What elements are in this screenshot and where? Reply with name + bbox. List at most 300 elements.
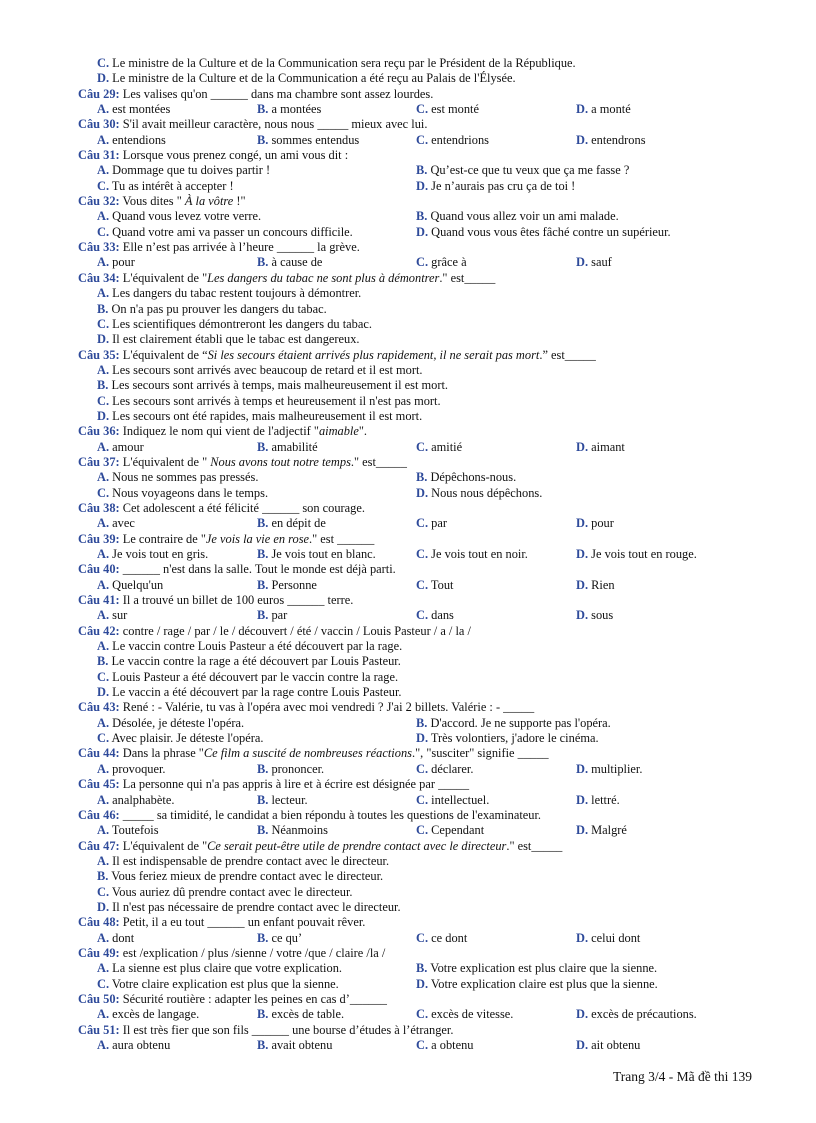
option-letter: B.	[257, 577, 269, 592]
question-number: Câu 42:	[78, 623, 120, 638]
option-text: intellectuel.	[431, 792, 490, 807]
option-row	[78, 163, 738, 178]
answer-option[interactable]	[97, 102, 170, 117]
option-letter: A.	[97, 547, 110, 561]
option-text: aura obtenu	[112, 1038, 171, 1052]
question-number: Câu 41:	[78, 593, 120, 608]
option-letter: D.	[576, 1038, 589, 1052]
option-text: excès de vitesse.	[431, 1007, 514, 1022]
question-line	[78, 501, 738, 516]
option-letter: D.	[576, 132, 589, 147]
option-text: Néanmoins	[271, 823, 328, 838]
option-letter: D.	[576, 761, 589, 776]
option-letter: B.	[257, 1007, 269, 1022]
option-letter: A.	[97, 823, 110, 838]
answer-option[interactable]	[78, 363, 738, 378]
answer-option[interactable]	[416, 255, 467, 270]
answer-option[interactable]	[416, 163, 629, 178]
answer-option[interactable]	[97, 255, 135, 270]
answer-option[interactable]	[416, 486, 542, 501]
question-line	[78, 777, 738, 792]
option-row	[78, 608, 738, 623]
option-letter: B.	[257, 439, 269, 454]
option-text: avait obtenu	[271, 1038, 333, 1052]
answer-option[interactable]	[97, 762, 166, 777]
option-text: Les secours sont arrivés avec beaucoup de retard et il est mort.	[112, 362, 423, 377]
option-row	[78, 102, 738, 117]
option-row	[78, 731, 738, 746]
question-line	[78, 808, 738, 823]
option-text: entendions	[112, 132, 166, 147]
answer-option[interactable]	[416, 225, 671, 240]
option-letter: D.	[576, 1007, 589, 1022]
option-letter: C.	[416, 516, 429, 531]
answer-option[interactable]	[416, 716, 611, 731]
option-letter: D.	[576, 608, 589, 623]
option-letter: A.	[97, 930, 110, 945]
option-letter: A.	[97, 1007, 110, 1022]
option-letter: A.	[97, 792, 110, 807]
option-text: est monté	[431, 102, 479, 117]
answer-option[interactable]	[97, 179, 234, 194]
option-row	[78, 486, 738, 501]
option-text: Avec plaisir. Je déteste l'opéra.	[111, 731, 264, 746]
option-text: Je vois tout en noir.	[431, 547, 528, 561]
question-line	[78, 915, 738, 930]
option-text: entendrions	[431, 132, 489, 147]
answer-option[interactable]	[257, 931, 302, 946]
option-letter: D.	[576, 516, 589, 531]
question-line	[78, 424, 738, 439]
answer-option[interactable]	[257, 793, 308, 808]
answer-option[interactable]	[97, 547, 208, 562]
option-text: dont	[112, 930, 135, 945]
answer-option[interactable]	[78, 869, 738, 884]
option-letter: C.	[97, 56, 110, 70]
option-letter: A.	[97, 132, 110, 147]
option-letter: A.	[97, 516, 110, 531]
option-text: Dépêchons-nous.	[430, 470, 517, 485]
question-number: Câu 32:	[78, 194, 120, 209]
answer-option[interactable]	[257, 608, 287, 623]
option-letter: B.	[257, 761, 269, 776]
option-row	[78, 179, 738, 194]
answer-option[interactable]	[97, 470, 258, 485]
option-letter: D.	[576, 255, 589, 270]
answer-option[interactable]	[97, 578, 163, 593]
answer-option[interactable]	[416, 1007, 513, 1022]
answer-option[interactable]	[416, 133, 489, 148]
option-letter: B.	[416, 470, 428, 485]
option-row	[78, 255, 738, 270]
option-text: grâce à	[431, 255, 467, 270]
answer-option[interactable]	[78, 900, 738, 915]
option-text: sous	[591, 608, 614, 623]
answer-option[interactable]	[576, 440, 625, 455]
question-text: .” est_____	[539, 347, 596, 362]
answer-option[interactable]	[416, 547, 528, 562]
answer-option[interactable]	[78, 378, 738, 393]
question-quote: Ce film a suscité de nombreuses réactions	[203, 746, 412, 761]
option-text: Tu as intérêt à accepter !	[111, 178, 234, 193]
answer-option[interactable]	[416, 608, 454, 623]
option-letter: A.	[97, 639, 110, 654]
option-letter: D.	[416, 224, 429, 239]
option-row	[78, 793, 738, 808]
answer-option[interactable]	[257, 440, 318, 455]
option-letter: C.	[416, 761, 429, 776]
answer-option[interactable]	[97, 931, 134, 946]
question-text: Indiquez le nom qui vient de l'adjectif "	[122, 424, 319, 439]
option-text: Il est indispensable de prendre contact avec le directeur.	[112, 853, 390, 868]
option-text: pour	[112, 255, 135, 270]
question-text: Cet adolescent a été félicité ______ son courage.	[122, 500, 365, 515]
question-number: Câu 46:	[78, 807, 120, 822]
option-letter: C.	[97, 976, 110, 991]
answer-option[interactable]	[97, 225, 353, 240]
option-text: ait obtenu	[591, 1038, 641, 1052]
option-letter: A.	[97, 102, 110, 117]
answer-option[interactable]	[97, 440, 144, 455]
option-row	[78, 1038, 738, 1053]
option-letter: A.	[97, 761, 110, 776]
answer-option[interactable]	[576, 762, 642, 777]
answer-option[interactable]	[257, 823, 328, 838]
answer-option[interactable]	[97, 1007, 199, 1022]
question-text: Elle n’est pas arrivée à l’heure ______ la grève.	[122, 240, 360, 255]
option-letter: D.	[576, 547, 589, 561]
answer-option[interactable]	[576, 547, 697, 562]
answer-option[interactable]	[576, 823, 627, 838]
option-text: Les secours sont arrivés à temps, mais malheureusement il est mort.	[111, 378, 449, 393]
option-text: à cause de	[271, 255, 323, 270]
option-text: pour	[591, 516, 614, 531]
option-letter: B.	[257, 102, 269, 117]
option-text: Votre explication claire est plus que la sienne.	[430, 976, 658, 991]
option-text: Quand vous vous êtes fâché contre un supérieur.	[431, 224, 671, 239]
option-letter: C.	[97, 485, 110, 500]
answer-option[interactable]	[78, 685, 738, 700]
option-letter: A.	[97, 470, 110, 485]
option-letter: B.	[97, 301, 109, 316]
question-text: L'équivalent de "	[122, 838, 208, 853]
option-text: aimant	[591, 439, 625, 454]
option-letter: B.	[257, 930, 269, 945]
option-text: Dommage que tu doives partir !	[112, 163, 271, 178]
answer-option[interactable]	[97, 823, 159, 838]
answer-option[interactable]	[78, 56, 738, 71]
answer-option[interactable]	[416, 731, 599, 746]
option-text: Le vaccin contre Louis Pasteur a été découvert par la rage.	[112, 639, 403, 654]
option-text: Le vaccin a été découvert par la rage contre Louis Pasteur.	[112, 685, 402, 700]
answer-option[interactable]	[416, 516, 447, 531]
question-line	[78, 624, 738, 639]
question-line	[78, 532, 738, 547]
option-letter: D.	[97, 685, 110, 700]
option-text: Cependant	[431, 823, 485, 838]
question-quote: À la vôtre	[184, 194, 234, 209]
question-text: Lorsque vous prenez congé, un ami vous dit :	[122, 148, 349, 163]
option-text: amabilité	[271, 439, 318, 454]
option-text: Le ministre de la Culture et de la Communication sera reçu par le Président de la République.	[112, 56, 576, 70]
option-letter: D.	[97, 899, 110, 914]
option-letter: D.	[97, 408, 110, 423]
question-text: René : - Valérie, tu vas à l'opéra avec moi vendredi ? J'ai 2 billets. Valérie : - _____	[122, 700, 535, 715]
option-text: Je vois tout en rouge.	[591, 547, 697, 561]
question-line	[78, 117, 738, 132]
option-letter: B.	[257, 516, 269, 531]
option-row	[78, 1007, 738, 1022]
question-text: L'équivalent de "	[122, 454, 211, 469]
option-text: sommes entendus	[271, 132, 360, 147]
question-text: Il est très fier que son fils ______ une bourse d’études à l’étranger.	[122, 1022, 454, 1037]
answer-option[interactable]	[416, 1038, 473, 1053]
option-letter: B.	[97, 869, 109, 884]
option-text: Personne	[271, 577, 317, 592]
option-letter: C.	[416, 102, 429, 117]
question-quote: aimable	[318, 424, 359, 439]
question-text: Petit, il a eu tout ______ un enfant pouvait rêver.	[122, 915, 366, 930]
option-letter: C.	[97, 224, 110, 239]
option-letter: D.	[97, 71, 110, 86]
question-line	[78, 746, 738, 761]
answer-option[interactable]	[257, 547, 376, 562]
option-text: excès de langage.	[112, 1007, 200, 1022]
page-footer: Trang 3/4 - Mã đề thi 139	[613, 1069, 752, 1084]
question-number: Câu 47:	[78, 838, 120, 853]
option-letter: B.	[416, 163, 428, 178]
answer-option[interactable]	[78, 71, 738, 86]
option-row	[78, 823, 738, 838]
answer-option[interactable]	[97, 961, 342, 976]
answer-option[interactable]	[416, 931, 467, 946]
option-row	[78, 547, 738, 562]
option-letter: D.	[416, 178, 429, 193]
option-letter: B.	[416, 209, 428, 224]
question-line	[78, 148, 738, 163]
option-text: ce dont	[431, 930, 468, 945]
question-number: Câu 39:	[78, 531, 120, 546]
option-text: Je n’aurais pas cru ça de toi !	[431, 178, 576, 193]
option-row	[78, 225, 738, 240]
answer-option[interactable]	[576, 608, 613, 623]
option-letter: C.	[97, 669, 110, 684]
answer-option[interactable]	[576, 102, 631, 117]
question-text: !"	[233, 194, 246, 209]
question-text: .", "susciter" signifie _____	[411, 746, 549, 761]
answer-option[interactable]	[78, 317, 738, 332]
option-text: Les secours sont arrivés à temps et heureusement il n'est pas mort.	[112, 393, 441, 408]
answer-option[interactable]	[576, 516, 614, 531]
option-text: est montées	[112, 102, 171, 117]
question-text: est /explication / plus /sienne / votre /que / claire /la /	[122, 945, 386, 960]
answer-option[interactable]	[416, 762, 473, 777]
answer-option[interactable]	[78, 639, 738, 654]
answer-option[interactable]	[97, 977, 339, 992]
answer-option[interactable]	[416, 470, 516, 485]
answer-option[interactable]	[97, 716, 244, 731]
question-text: contre / rage / par / le / découvert / été / vaccin / Louis Pasteur / a / la /	[122, 623, 471, 638]
answer-option[interactable]	[257, 133, 359, 148]
answer-option[interactable]	[78, 409, 738, 424]
answer-option[interactable]	[78, 885, 738, 900]
answer-option[interactable]	[78, 854, 738, 869]
answer-option[interactable]	[78, 302, 738, 317]
question-line	[78, 700, 738, 715]
option-letter: C.	[416, 547, 429, 561]
answer-option[interactable]	[576, 578, 615, 593]
option-letter: C.	[416, 1007, 429, 1022]
question-line	[78, 593, 738, 608]
option-text: Il est clairement établi que le tabac est dangereux.	[112, 332, 360, 347]
option-letter: C.	[416, 792, 429, 807]
answer-option[interactable]	[416, 440, 462, 455]
question-text: Le contraire de "	[122, 531, 206, 546]
question-text: L'équivalent de “	[122, 347, 208, 362]
question-number: Câu 43:	[78, 700, 120, 715]
question-number: Câu 38:	[78, 500, 120, 515]
option-text: Quelqu'un	[112, 577, 164, 592]
option-row	[78, 762, 738, 777]
question-text: La personne qui n'a pas appris à lire et à écrire est désignée par _____	[122, 777, 470, 792]
option-letter: A.	[97, 209, 110, 224]
answer-option[interactable]	[576, 133, 646, 148]
answer-option[interactable]	[416, 209, 619, 224]
answer-option[interactable]	[257, 1038, 332, 1053]
option-text: ce qu’	[271, 930, 303, 945]
question-quote: Ce serait peut-être utile de prendre contact avec le directeur	[207, 838, 507, 853]
option-text: Quand vous allez voir un ami malade.	[430, 209, 619, 224]
question-text: L'équivalent de "	[122, 270, 208, 285]
answer-option[interactable]	[257, 578, 317, 593]
question-quote: Nous avons tout notre temps	[210, 454, 351, 469]
answer-option[interactable]	[576, 931, 640, 946]
answer-option[interactable]	[416, 977, 658, 992]
question-line	[78, 992, 738, 1007]
question-line	[78, 562, 738, 577]
question-number: Câu 29:	[78, 86, 120, 101]
answer-option[interactable]	[78, 394, 738, 409]
option-letter: B.	[97, 654, 109, 669]
option-letter: B.	[257, 255, 269, 270]
answer-option[interactable]	[78, 654, 738, 669]
option-text: Désolée, je déteste l'opéra.	[112, 715, 245, 730]
option-text: Vous auriez dû prendre contact avec le directeur.	[111, 884, 353, 899]
answer-option[interactable]	[416, 823, 484, 838]
answer-option[interactable]	[97, 731, 263, 746]
answer-option[interactable]	[97, 608, 127, 623]
answer-option[interactable]	[97, 209, 261, 224]
option-letter: B.	[416, 961, 428, 976]
answer-option[interactable]	[257, 762, 324, 777]
question-line	[78, 240, 738, 255]
question-number: Câu 30:	[78, 117, 120, 132]
answer-option[interactable]	[78, 332, 738, 347]
option-letter: A.	[97, 255, 110, 270]
answer-option[interactable]	[416, 793, 489, 808]
option-letter: C.	[416, 608, 429, 623]
option-letter: C.	[416, 132, 429, 147]
answer-option[interactable]	[576, 1007, 697, 1022]
option-text: sur	[112, 608, 128, 623]
answer-option[interactable]	[257, 102, 321, 117]
option-text: Le ministre de la Culture et de la Communication a été reçu au Palais de l'Élysée.	[112, 71, 516, 86]
question-text: ." est ______	[309, 531, 375, 546]
answer-option[interactable]	[257, 516, 326, 531]
question-number: Câu 35:	[78, 347, 120, 362]
answer-option[interactable]	[257, 255, 322, 270]
option-row	[78, 961, 738, 976]
option-text: Malgré	[591, 823, 627, 838]
question-text: ." est_____	[506, 838, 563, 853]
answer-option[interactable]	[97, 516, 135, 531]
option-text: sauf	[591, 255, 612, 270]
option-text: Votre explication est plus claire que la sienne.	[430, 961, 658, 976]
answer-option[interactable]	[78, 670, 738, 685]
answer-option[interactable]	[416, 179, 575, 194]
option-letter: A.	[97, 362, 110, 377]
option-text: Toutefois	[111, 823, 159, 838]
option-letter: D.	[416, 731, 429, 746]
option-letter: D.	[416, 485, 429, 500]
answer-option[interactable]	[257, 1007, 344, 1022]
question-text: ." est_____	[350, 454, 407, 469]
answer-option[interactable]	[576, 793, 620, 808]
question-number: Câu 36:	[78, 424, 120, 439]
answer-option[interactable]	[97, 133, 166, 148]
answer-option[interactable]	[78, 286, 738, 301]
option-letter: C.	[97, 731, 110, 746]
option-text: Nous voyageons dans le temps.	[112, 485, 269, 500]
question-text: ______ n'est dans la salle. Tout le monde est déjà parti.	[122, 562, 396, 577]
option-text: Rien	[591, 577, 615, 592]
option-letter: C.	[416, 930, 429, 945]
answer-option[interactable]	[416, 961, 657, 976]
option-row	[78, 977, 738, 992]
option-text: déclarer.	[431, 761, 474, 776]
option-text: a monté	[591, 102, 631, 117]
option-letter: B.	[257, 132, 269, 147]
answer-option[interactable]	[97, 793, 174, 808]
option-letter: D.	[576, 792, 589, 807]
answer-option[interactable]	[97, 486, 268, 501]
answer-option[interactable]	[576, 255, 612, 270]
answer-option[interactable]	[97, 163, 270, 178]
question-text: Dans la phrase "	[122, 746, 204, 761]
option-letter: B.	[257, 608, 269, 623]
option-letter: C.	[97, 178, 110, 193]
option-text: dans	[431, 608, 454, 623]
option-text: a montées	[271, 102, 322, 117]
question-number: Câu 37:	[78, 454, 120, 469]
option-letter: D.	[576, 102, 589, 117]
answer-option[interactable]	[97, 1038, 170, 1053]
option-letter: C.	[416, 823, 429, 838]
option-letter: B.	[257, 823, 269, 838]
option-letter: C.	[416, 577, 429, 592]
option-text: Vous feriez mieux de prendre contact avec le directeur.	[111, 869, 384, 884]
option-row	[78, 440, 738, 455]
question-line	[78, 348, 738, 363]
question-number: Câu 48:	[78, 915, 120, 930]
option-text: avec	[112, 516, 135, 531]
question-line	[78, 271, 738, 286]
option-letter: A.	[97, 608, 110, 623]
option-text: celui dont	[591, 930, 641, 945]
answer-option[interactable]	[576, 1038, 640, 1053]
answer-option[interactable]	[416, 102, 479, 117]
answer-option[interactable]	[416, 578, 453, 593]
